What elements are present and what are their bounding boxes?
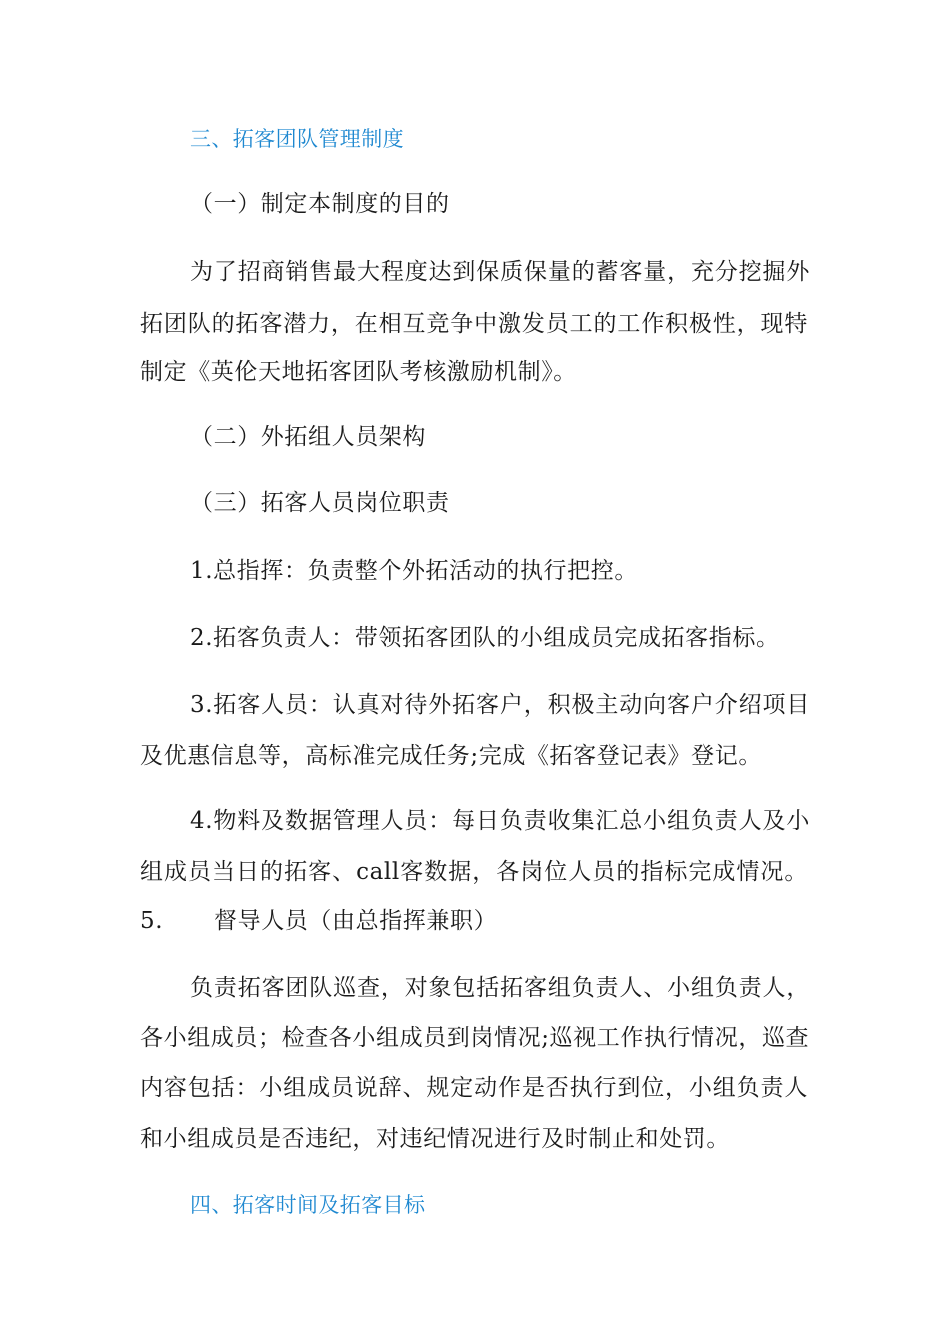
supervisor-paragraph-line-3: 内容包括：小组成员说辞、规定动作是否执行到位，小组负责人 xyxy=(140,1075,808,1101)
section-heading-4: 四、拓客时间及拓客目标 xyxy=(190,1193,426,1217)
subsection-heading-structure: （二）外拓组人员架构 xyxy=(190,424,426,450)
section-heading-3: 三、拓客团队管理制度 xyxy=(190,127,404,151)
duty-item-1: 1.总指挥：负责整个外拓活动的执行把控。 xyxy=(190,558,638,584)
duty-item-3-line-1: 3.拓客人员：认真对待外拓客户，积极主动向客户介绍项目 xyxy=(190,692,810,718)
duty-item-5-number: 5. xyxy=(140,908,164,934)
supervisor-paragraph-line-4: 和小组成员是否违纪，对违纪情况进行及时制止和处罚。 xyxy=(140,1126,730,1152)
purpose-paragraph-line-3: 制定《英伦天地拓客团队考核激励机制》。 xyxy=(140,359,577,385)
duty-item-5-label: 督导人员（由总指挥兼职） xyxy=(214,908,498,934)
duty-item-2: 2.拓客负责人：带领拓客团队的小组成员完成拓客指标。 xyxy=(190,625,780,651)
duty-item-4-line-1: 4.物料及数据管理人员：每日负责收集汇总小组负责人及小 xyxy=(190,808,810,834)
supervisor-paragraph-line-2: 各小组成员；检查各小组成员到岗情况;巡视工作执行情况，巡查 xyxy=(140,1025,810,1051)
duty-item-4-line-2: 组成员当日的拓客、call客数据，各岗位人员的指标完成情况。 xyxy=(140,859,808,885)
duty-item-3-line-2: 及优惠信息等，高标准完成任务;完成《拓客登记表》登记。 xyxy=(140,743,762,769)
supervisor-paragraph-line-1: 负责拓客团队巡查，对象包括拓客组负责人、小组负责人， xyxy=(190,975,810,1001)
subsection-heading-duties: （三）拓客人员岗位职责 xyxy=(190,490,450,516)
purpose-paragraph-line-1: 为了招商销售最大程度达到保质保量的蓄客量，充分挖掘外 xyxy=(190,259,810,285)
purpose-paragraph-line-2: 拓团队的拓客潜力，在相互竞争中激发员工的工作积极性，现特 xyxy=(140,311,808,337)
subsection-heading-purpose: （一）制定本制度的目的 xyxy=(190,191,450,217)
